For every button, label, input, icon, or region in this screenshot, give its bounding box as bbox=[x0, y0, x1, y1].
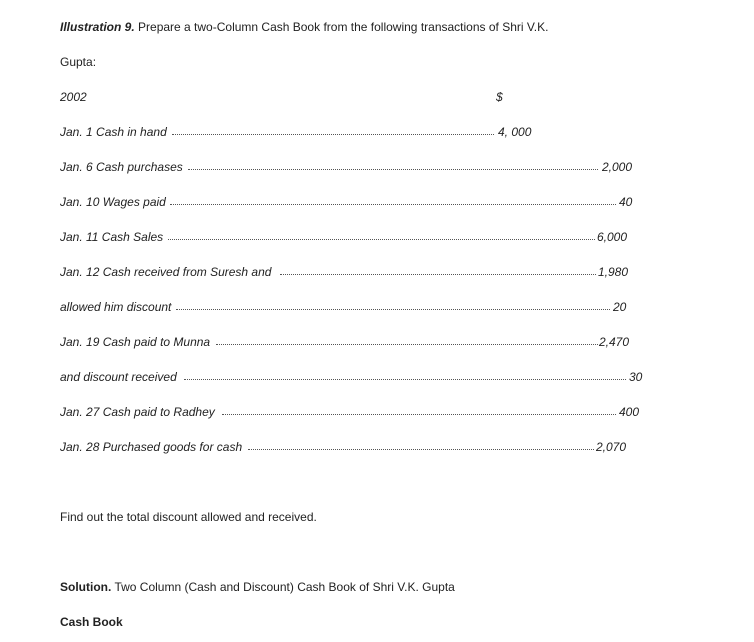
transaction-amount: 40 bbox=[619, 195, 633, 209]
transaction-amount: 30 bbox=[629, 370, 643, 384]
dot-leader bbox=[248, 449, 594, 450]
transaction-amount: 20 bbox=[613, 300, 627, 314]
dot-leader bbox=[188, 169, 598, 170]
dot-leader bbox=[222, 414, 616, 415]
transaction-text: allowed him discount bbox=[60, 300, 172, 314]
dot-leader bbox=[184, 379, 626, 380]
year-label: 2002 bbox=[60, 90, 87, 104]
dot-leader bbox=[280, 274, 596, 275]
transaction-text: Jan. 1 Cash in hand bbox=[60, 125, 167, 139]
transaction-text: Jan. 27 Cash paid to Radhey bbox=[60, 405, 215, 419]
transaction-text: Jan. 6 Cash purchases bbox=[60, 160, 183, 174]
dot-leader bbox=[170, 204, 616, 205]
transaction-text: and discount received bbox=[60, 370, 177, 384]
transaction-text: Jan. 19 Cash paid to Munna bbox=[60, 335, 211, 349]
transaction-text: Jan. 28 Purchased goods for cash bbox=[60, 440, 243, 454]
dot-leader bbox=[168, 239, 595, 240]
solution-label: Solution. bbox=[60, 580, 112, 594]
transaction-amount: 2,470 bbox=[599, 335, 630, 349]
transaction-amount: 6,000 bbox=[597, 230, 628, 244]
illustration-line bbox=[60, 19, 548, 35]
illustration-continuation: Gupta: bbox=[60, 55, 97, 69]
illustration-text: Prepare a two-Column Cash Book from the following transactions of Shri V.K. bbox=[134, 20, 549, 34]
currency-symbol: $ bbox=[496, 90, 503, 104]
dot-leader bbox=[172, 134, 494, 135]
question-text: Find out the total discount allowed and received. bbox=[60, 510, 317, 524]
transaction-amount: 2,000 bbox=[602, 160, 633, 174]
transaction-text: Jan. 12 Cash received from Suresh and bbox=[60, 265, 272, 279]
transaction-text: Jan. 11 Cash Sales bbox=[60, 230, 164, 244]
dot-leader bbox=[176, 309, 610, 310]
transaction-amount: 400 bbox=[619, 405, 640, 419]
solution-line bbox=[60, 579, 455, 595]
transaction-amount: 4, 000 bbox=[498, 125, 532, 139]
solution-text: Two Column (Cash and Discount) Cash Book of Shri V.K. Gupta bbox=[111, 580, 455, 594]
cash-book-heading: Cash Book bbox=[60, 615, 123, 629]
transaction-amount: 2,070 bbox=[596, 440, 627, 454]
transaction-amount: 1,980 bbox=[598, 265, 629, 279]
transaction-text: Jan. 10 Wages paid bbox=[60, 195, 166, 209]
dot-leader bbox=[216, 344, 598, 345]
illustration-label: Illustration 9. bbox=[60, 20, 135, 34]
